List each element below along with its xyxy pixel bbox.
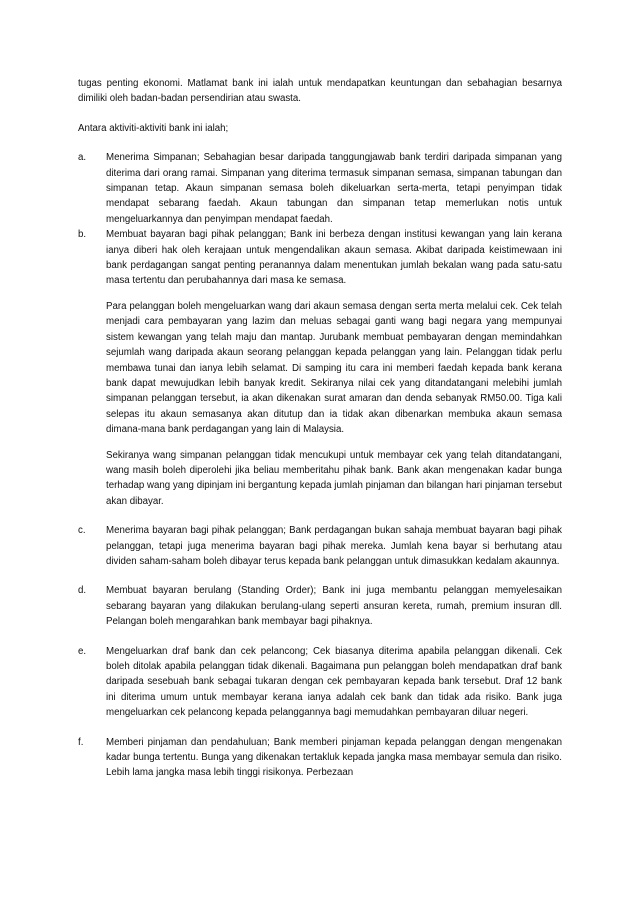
list-item-b bbox=[78, 227, 562, 509]
list-item-text: Mengeluarkan draf bank dan cek pelancong; Cek biasanya diterima apabila pelanggan dikenali. Cek boleh ditolak apabila pelanggan tidak dikenali. Bagaimana pun pelanggan boleh mendapatkan draf bank daripada sesebuah bank sebagai tukaran dengan cek pembayaran kepada bank tersebut. Draf 12 bank ini diterima umum untuk membayar kerana ianya adalah cek bank dan tidak ada risiko. Bank juga mengeluarkan cek pelancong kepada pelanggannya bagi memudahkan pembayaran diluar negeri. bbox=[106, 645, 562, 719]
list-marker: e. bbox=[78, 645, 87, 657]
list-marker: f. bbox=[78, 736, 84, 748]
list-item-e bbox=[78, 644, 562, 721]
list-item-text: Membuat bayaran bagi pihak pelanggan; Bank ini berbeza dengan institusi kewangan yang lain kerana ianya diberi hak oleh kerajaan untuk mengendalikan akaun semasa. Akibat daripada keistimewaan ini bank perdagangan sangat penting peranannya dalam menentukan jumlah bekalan wang pada satu-satu masa tertentu dan perubahannya dari masa ke semasa. bbox=[106, 229, 562, 287]
list-item-text: Menerima bayaran bagi pihak pelanggan; Bank perdagangan bukan sahaja membuat bayaran bagi pihak pelanggan, tetapi juga menerima bayaran bagi pihak mereka. Jumlah kena bayar si berhutang atau dividen saham-saham boleh dibayar terus kepada bank pelanggan untuk dimasukkan kedalam akaunnya. bbox=[106, 525, 562, 567]
list-item-c bbox=[78, 523, 562, 569]
list-item-a bbox=[78, 150, 562, 227]
list-marker: d. bbox=[78, 585, 87, 597]
list-item-f bbox=[78, 735, 562, 781]
list-item-text: Membuat bayaran berulang (Standing Order); Bank ini juga membantu pelanggan memyelesaikan sebarang bayaran yang dilakukan berulang-ulang seperti ansuran kereta, rumah, premium insuran dll. Pelangan boleh mengarahkan bank membayar bagi pihaknya. bbox=[106, 585, 562, 628]
list-item-d bbox=[78, 583, 562, 629]
list-marker: c. bbox=[78, 525, 86, 537]
list-item-text: Memberi pinjaman dan pendahuluan; Bank memberi pinjaman kepada pelanggan dengan mengenakan kadar bunga tertentu. Bunga yang dikenakan tertakluk kepada jangka masa membayar semula dan risiko. Lebih lama jangka masa lebih tinggi risikonya. Perbezaan bbox=[106, 736, 562, 779]
list-item-text: Sekiranya wang simpanan pelanggan tidak mencukupi untuk membayar cek yang telah ditandatangani, wang masih boleh diperolehi jika beliau memberitahu pihak bank. Bank akan mengenakan kadar bunga terhadap wang yang dipinjam ini bergantung kepada jumlah pinjaman dan bilangan hari pinjaman tersebut akan dibayar. bbox=[106, 449, 562, 507]
document-body bbox=[78, 76, 562, 781]
list-marker: b. bbox=[78, 229, 87, 241]
intro-paragraph: tugas penting ekonomi. Matlamat bank ini ialah untuk mendapatkan keuntungan dan sebahagian besarnya dimiliki oleh badan-badan persendirian atau swasta. bbox=[78, 78, 562, 105]
activities-heading: Antara aktiviti-aktiviti bank ini ialah; bbox=[78, 122, 229, 134]
list-item-text: Para pelanggan boleh mengeluarkan wang dari akaun semasa dengan serta merta melalui cek. Cek telah menjadi cara pembayaran yang lazim dan meluas sebagai ganti wang bagi negara yang mempunyai sistem kewangan yang telah maju dan mantap. Jurubank membuat pembayaran dengan memindahkan sejumlah wang daripada akaun seorang pelanggan kepada pelanggan yang lain. Pelanggan tidak perlu membawa tunai dan ianya lebih selamat. Di samping itu cara ini memberi faedah kepada bank kerana bank dapat mewujudkan lebih banyak kredit. Sekiranya nilai cek yang ditandatangani melebihi jumlah simpanan pelanggan tersebut, ia akan dikenakan surat amaran dan denda sebanyak RM50.00. Tiga kali selepas itu akaun semasanya akan ditutup dan ia tidak akan dibenarkan membuka akaun semasa dimana-mana bank perdagangan yang lain di Malaysia. bbox=[106, 300, 562, 436]
list-marker: a. bbox=[78, 152, 87, 164]
list-item-text: Menerima Simpanan; Sebahagian besar daripada tanggungjawab bank terdiri daripada simpanan yang diterima dari orang ramai. Simpanan yang diterima termasuk simpanan semasa, simpanan tabungan dan simpanan tetap. Akaun simpanan semasa boleh dikeluarkan serta-merta, tetapi penyimpan tidak mendapat sebarang faedah. Akaun tabungan dan simpanan tetap memerlukan notis untuk mengeluarkannya dan penyimpan mendapat faedah. bbox=[106, 152, 562, 225]
